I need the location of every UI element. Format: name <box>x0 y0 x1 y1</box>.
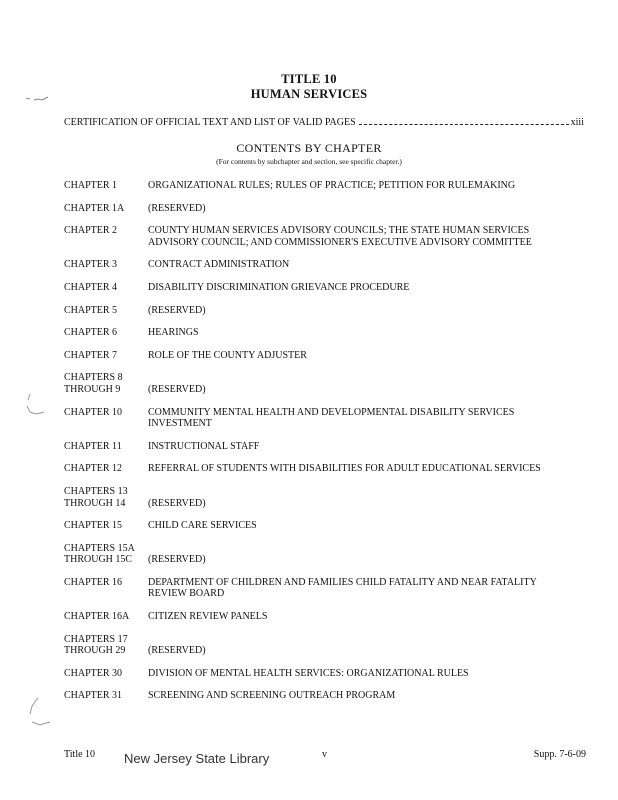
footer-title: Title 10 <box>64 749 96 760</box>
chapter-row <box>64 225 564 248</box>
chapter-number-line: CHAPTERS 13 <box>64 485 128 497</box>
chapter-row <box>64 668 564 680</box>
chapter-row <box>64 180 564 192</box>
chapter-row <box>64 577 564 600</box>
chapter-title: COUNTY HUMAN SERVICES ADVISORY COUNCILS; THE STATE HUMAN SERVICES ADVISORY COUNCIL; AND COMMISSIONER'S EXECUTIVE ADVISORY COMMITTEE <box>148 225 532 248</box>
chapter-row <box>64 305 564 317</box>
chapter-row <box>64 520 564 532</box>
chapter-row <box>64 407 564 430</box>
chapter-title: ORGANIZATIONAL RULES; RULES OF PRACTICE; PETITION FOR RULEMAKING <box>148 180 516 191</box>
chapter-row <box>64 690 564 702</box>
chapter-number: CHAPTER 16A <box>64 611 130 623</box>
chapter-number-line: CHAPTERS 15A <box>64 542 135 554</box>
chapter-title: SCREENING AND SCREENING OUTREACH PROGRAM <box>148 690 396 702</box>
chapter-number: CHAPTER 12 <box>64 463 123 475</box>
chapter-number <box>64 543 148 566</box>
chapter-number <box>64 486 148 509</box>
certification-page: xiii <box>570 117 584 128</box>
chapter-list <box>64 180 564 713</box>
scan-mark-bottom <box>24 696 54 730</box>
chapter-row <box>64 350 564 362</box>
chapter-title: CHILD CARE SERVICES <box>148 520 257 532</box>
supplement-date: Supp. 7-6-09 <box>533 749 586 760</box>
chapter-number <box>64 372 148 395</box>
chapter-number-line: THROUGH 14 <box>64 497 126 509</box>
chapter-title: DEPARTMENT OF CHILDREN AND FAMILIES CHILD FATALITY AND NEAR FATALITY REVIEW BOARD <box>148 576 537 600</box>
chapter-number: CHAPTER 3 <box>64 259 118 271</box>
chapter-row <box>64 634 564 657</box>
library-stamp: New Jersey State Library <box>124 751 270 766</box>
title-name: HUMAN SERVICES <box>250 87 368 101</box>
chapter-number: CHAPTER 10 <box>64 406 123 418</box>
page-number: v <box>322 749 327 760</box>
chapter-number: CHAPTER 15 <box>64 520 123 532</box>
chapter-number: CHAPTER 4 <box>64 281 118 293</box>
chapter-number: CHAPTER 1A <box>64 202 125 214</box>
chapter-row <box>64 543 564 566</box>
chapter-row <box>64 327 564 339</box>
dot-leader <box>359 124 569 125</box>
chapter-number: CHAPTER 1 <box>64 180 118 191</box>
chapter-number-line: CHAPTERS 8 <box>64 372 123 384</box>
chapter-row <box>64 372 564 395</box>
chapter-title: DIVISION OF MENTAL HEALTH SERVICES: ORGANIZATIONAL RULES <box>148 667 469 679</box>
chapter-title: DISABILITY DISCRIMINATION GRIEVANCE PROCEDURE <box>148 281 410 293</box>
contents-heading: CONTENTS BY CHAPTER <box>236 141 382 155</box>
certification-label: CERTIFICATION OF OFFICIAL TEXT AND LIST OF VALID PAGES <box>64 117 356 128</box>
chapter-number: CHAPTER 6 <box>64 327 118 339</box>
chapter-title: COMMUNITY MENTAL HEALTH AND DEVELOPMENTAL DISABILITY SERVICES INVESTMENT <box>148 406 515 430</box>
chapter-number: CHAPTER 2 <box>64 225 118 237</box>
chapter-row <box>64 611 564 623</box>
certification-line <box>64 117 584 128</box>
chapter-row <box>64 486 564 509</box>
contents-heading-block <box>0 141 618 166</box>
title-block <box>0 72 618 102</box>
chapter-row <box>64 441 564 453</box>
chapter-number-line: CHAPTERS 17 <box>64 633 128 645</box>
chapter-number: CHAPTER 5 <box>64 304 118 316</box>
chapter-title: INSTRUCTIONAL STAFF <box>148 440 260 452</box>
chapter-title: (RESERVED) <box>148 383 206 395</box>
chapter-number: CHAPTER 16 <box>64 576 123 588</box>
chapter-title: CONTRACT ADMINISTRATION <box>148 259 290 271</box>
title-number: TITLE 10 <box>281 72 337 86</box>
chapter-title: (RESERVED) <box>148 554 206 566</box>
chapter-number: CHAPTER 7 <box>64 349 118 361</box>
scan-mark-middle <box>22 392 48 418</box>
chapter-row <box>64 463 564 475</box>
chapter-row <box>64 259 564 271</box>
chapter-row <box>64 282 564 294</box>
chapter-title: ROLE OF THE COUNTY ADJUSTER <box>148 349 307 361</box>
chapter-number <box>64 634 148 657</box>
chapter-title: HEARINGS <box>148 327 199 339</box>
chapter-title: (RESERVED) <box>148 304 206 316</box>
chapter-number-line: THROUGH 15C <box>64 554 133 566</box>
chapter-number: CHAPTER 30 <box>64 667 123 679</box>
contents-note: (For contents by subchapter and section, see specific chapter.) <box>216 157 402 166</box>
chapter-title: (RESERVED) <box>148 645 206 657</box>
chapter-number-line: THROUGH 9 <box>64 383 121 395</box>
chapter-title: REFERRAL OF STUDENTS WITH DISABILITIES FOR ADULT EDUCATIONAL SERVICES <box>148 463 541 475</box>
chapter-title: CITIZEN REVIEW PANELS <box>148 611 268 623</box>
chapter-number: CHAPTER 11 <box>64 440 122 452</box>
chapter-number: CHAPTER 31 <box>64 690 123 702</box>
chapter-number-line: THROUGH 29 <box>64 645 126 657</box>
chapter-row <box>64 203 564 215</box>
chapter-title: (RESERVED) <box>148 497 206 509</box>
chapter-title: (RESERVED) <box>148 202 206 214</box>
